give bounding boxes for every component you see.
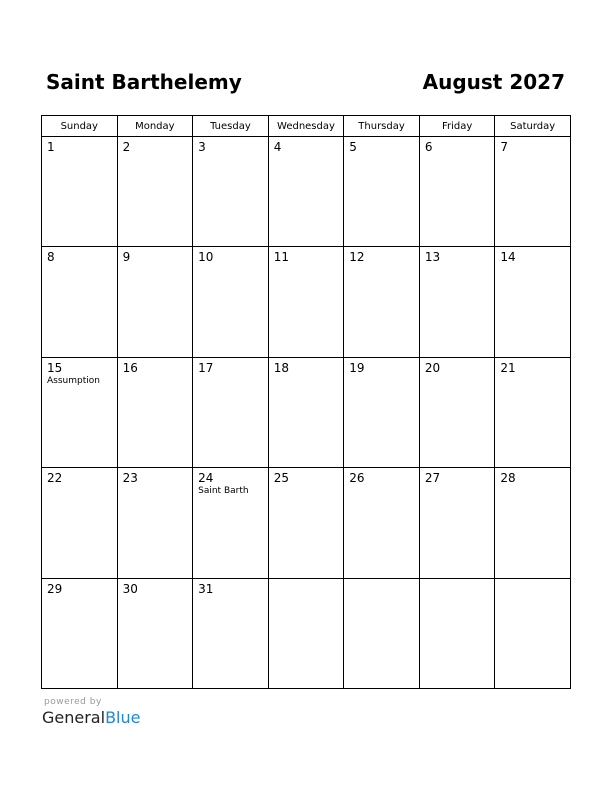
day-number: 25 [273, 471, 289, 486]
day-number: 13 [424, 250, 441, 265]
day-number: 23 [122, 471, 138, 486]
day-cell [344, 137, 420, 247]
weekday-header-row [42, 116, 571, 137]
day-cell [419, 247, 495, 357]
day-number: 19 [349, 360, 365, 375]
day-cell [193, 137, 269, 247]
day-number: 18 [273, 360, 289, 375]
day-cell [268, 357, 344, 467]
day-cell [268, 578, 344, 688]
week-row [42, 247, 571, 357]
day-cell [419, 137, 495, 247]
day-cell [495, 247, 571, 357]
day-cell [419, 468, 495, 578]
weekday-header: Thursday [344, 116, 420, 137]
day-cell [42, 578, 118, 688]
week-row [42, 578, 571, 688]
day-cell [344, 247, 420, 357]
day-cell [42, 357, 118, 467]
day-cell [344, 468, 420, 578]
day-cell [42, 468, 118, 578]
day-number: 7 [500, 140, 509, 154]
day-cell [268, 247, 344, 357]
calendar-grid [41, 115, 571, 689]
day-number: 27 [424, 471, 441, 486]
day-cell [117, 357, 193, 467]
day-number: 15 [47, 360, 63, 375]
day-cell [495, 357, 571, 467]
day-number: 17 [198, 360, 214, 375]
day-number: 20 [424, 360, 441, 375]
logo-text-blue: Blue [105, 708, 141, 727]
day-cell [419, 357, 495, 467]
day-cell [193, 468, 269, 578]
powered-by-label: powered by [44, 697, 102, 707]
week-row [42, 357, 571, 467]
day-cell [117, 468, 193, 578]
day-cell [42, 247, 118, 357]
calendar-month-title: August 2027 [422, 70, 565, 94]
day-number: 5 [349, 140, 357, 154]
day-cell [344, 357, 420, 467]
weekday-header: Monday [117, 116, 193, 137]
day-number: 16 [122, 360, 138, 375]
day-number: 31 [198, 581, 214, 596]
day-number: 1 [47, 140, 55, 154]
day-number: 29 [47, 581, 63, 596]
day-number: 30 [122, 581, 138, 596]
day-number: 24 [198, 471, 214, 486]
day-cell [117, 247, 193, 357]
day-number: 2 [122, 140, 131, 154]
day-cell [193, 247, 269, 357]
day-cell [117, 578, 193, 688]
day-cell [495, 137, 571, 247]
day-number: 6 [424, 140, 433, 154]
day-cell [193, 578, 269, 688]
logo-text-general: General [42, 708, 106, 727]
day-number: 9 [122, 250, 131, 265]
day-cell [344, 578, 420, 688]
weekday-header: Tuesday [193, 116, 269, 137]
day-number: 21 [500, 360, 516, 375]
day-number: 14 [500, 250, 516, 265]
day-number: 3 [198, 140, 206, 154]
day-number: 11 [273, 250, 289, 265]
day-number: 28 [500, 471, 516, 486]
day-cell [268, 468, 344, 578]
day-cell [495, 468, 571, 578]
weekday-header: Friday [419, 116, 495, 137]
weekday-header: Wednesday [268, 116, 344, 137]
day-cell [193, 357, 269, 467]
day-number: 26 [349, 471, 365, 486]
generalblue-logo[interactable] [42, 708, 140, 727]
day-cell [268, 137, 344, 247]
week-row [42, 137, 571, 247]
calendar-country-title: Saint Barthelemy [46, 70, 242, 94]
day-cell [495, 578, 571, 688]
weekday-header: Saturday [495, 116, 571, 137]
week-row [42, 468, 571, 578]
day-cell [42, 137, 118, 247]
day-number: 8 [47, 250, 55, 265]
holiday-label: Saint Barth [198, 486, 249, 497]
day-number: 10 [198, 250, 214, 265]
holiday-label: Assumption [47, 375, 100, 386]
day-number: 22 [47, 471, 63, 486]
day-number: 4 [273, 140, 282, 154]
weekday-header: Sunday [42, 116, 118, 137]
day-number: 12 [349, 250, 365, 265]
day-cell [117, 137, 193, 247]
day-cell [419, 578, 495, 688]
